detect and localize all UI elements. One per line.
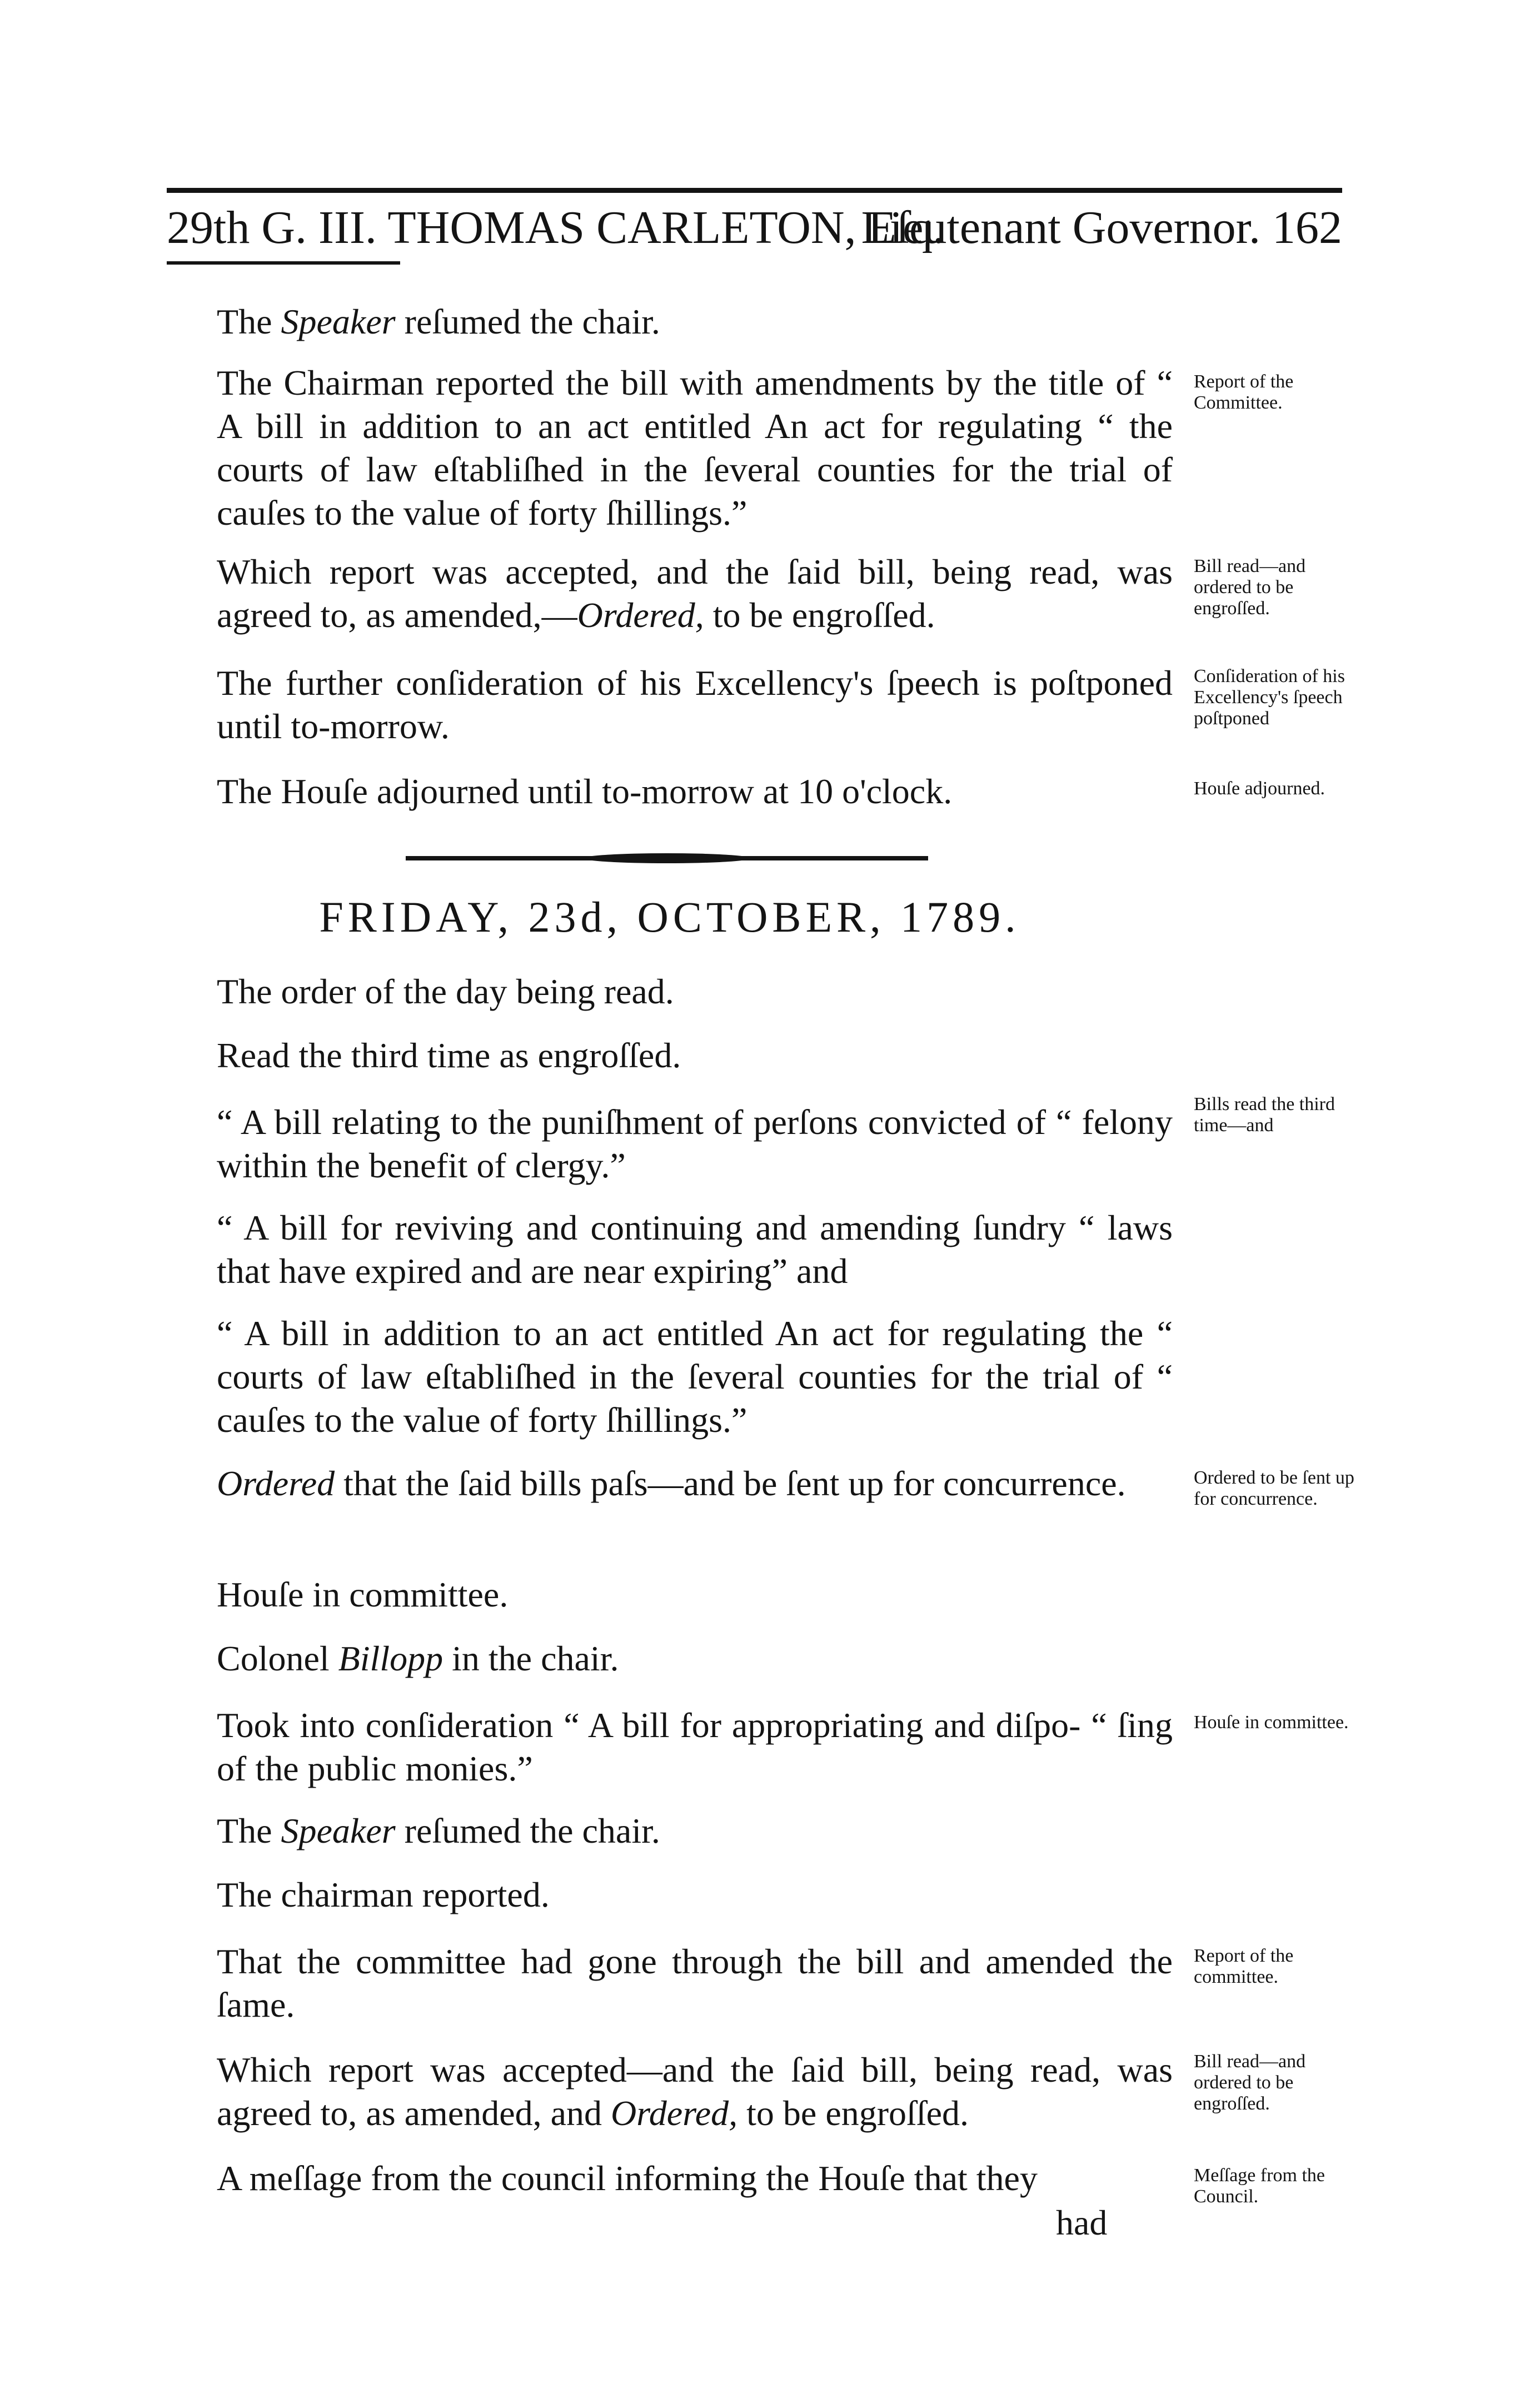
header-rule bbox=[167, 188, 1342, 193]
margin-note: Meſſage from the Council. bbox=[1194, 2165, 1325, 2207]
margin-note: Ordered to be ſent up for concurrence. bbox=[1194, 1467, 1354, 1509]
paragraph: “ A bill in addition to an act entitled An act for regulating the “ courts of law eſtabliſhed in the ſeveral counties for the trial of “ cauſes to the value of forty ſhillings.” bbox=[217, 1314, 1173, 1440]
paragraph: Houſe in committee. bbox=[217, 1575, 509, 1614]
paragraph: Ordered that the ſaid bills paſs—and be ſent up for concurrence. bbox=[217, 1464, 1126, 1503]
paragraph: Read the third time as engroſſed. bbox=[217, 1036, 681, 1075]
paragraph: Which report was accepted, and the ſaid bill, being read, was agreed to, as amended,—Ordered, to be engroſſed. bbox=[217, 552, 1173, 635]
section-divider-ornament bbox=[584, 853, 750, 863]
paragraph: “ A bill relating to the puniſhment of perſons convicted of “ felony within the benefit of clergy.” bbox=[217, 1102, 1173, 1185]
paragraph: The chairman reported. bbox=[217, 1875, 550, 1914]
paragraph: Colonel Billopp in the chair. bbox=[217, 1639, 619, 1678]
header-left: 29th G. III. THOMAS CARLETON, Eſq. bbox=[167, 202, 945, 253]
paragraph: The Speaker reſumed the chair. bbox=[217, 1811, 660, 1850]
paragraph: The Chairman reported the bill with amendments by the title of “ A bill in addition to an act entitled An act for regulating “ the courts of law eſtabliſhed in the ſeveral counties for the trial of cauſes to the value of forty ſhillings.” bbox=[217, 363, 1173, 533]
margin-note: Houſe in committee. bbox=[1194, 1712, 1349, 1733]
paragraph: The further conſideration of his Excellency's ſpeech is poſtponed until to-morrow. bbox=[217, 663, 1173, 746]
paragraph: The Houſe adjourned until to-morrow at 10 o'clock. bbox=[217, 772, 953, 811]
margin-note: Bill read—and ordered to be engroſſed. bbox=[1194, 2051, 1306, 2114]
running-header bbox=[167, 200, 1342, 256]
paragraph: A meſſage from the council informing the Houſe that they bbox=[217, 2158, 1038, 2198]
paragraph: That the committee had gone through the bill and amended the ſame. bbox=[217, 1942, 1173, 2024]
margin-note: Conſideration of his Excellency's ſpeech poſtponed bbox=[1194, 666, 1345, 729]
header-right: Lieutenant Governor. 162 bbox=[861, 202, 1342, 253]
margin-note: Houſe adjourned. bbox=[1194, 778, 1325, 799]
header-underline bbox=[167, 261, 400, 265]
margin-note: Report of the committee. bbox=[1194, 1946, 1294, 1987]
section-heading: FRIDAY, 23d, OCTOBER, 1789. bbox=[319, 893, 1020, 941]
paragraph: “ A bill for reviving and continuing and amending ſundry “ laws that have expired and are near expiring” and bbox=[217, 1208, 1173, 1291]
paragraph: The order of the day being read. bbox=[217, 972, 674, 1011]
margin-note: Report of the Committee. bbox=[1194, 371, 1294, 413]
paragraph: Took into conſideration “ A bill for appropriating and diſpo- “ ſing of the public monies.” bbox=[217, 1705, 1173, 1788]
margin-note: Bills read the third time—and bbox=[1194, 1094, 1335, 1136]
catchword: had bbox=[1056, 2203, 1108, 2242]
paragraph: The Speaker reſumed the chair. bbox=[217, 302, 660, 341]
paragraph: Which report was accepted—and the ſaid bill, being read, was agreed to, as amended, and Ordered, to be engroſſed. bbox=[217, 2050, 1173, 2133]
margin-note: Bill read—and ordered to be engroſſed. bbox=[1194, 556, 1306, 619]
